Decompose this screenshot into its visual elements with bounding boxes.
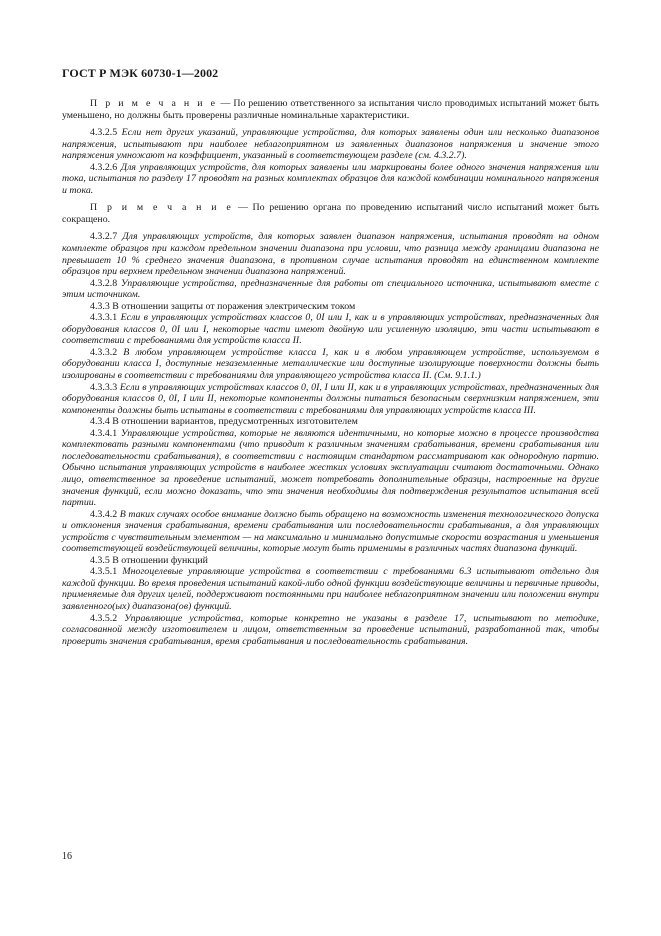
clause-text: Для управляющих устройств, для которых заявлены или маркированы более одного значения напряжения или тока, испытания по разделу 17 проводят на разных комплектах образцов для каждой комбинации номинального напряжения и тока. [62,161,599,196]
page-number: 16 [62,851,72,862]
clause-4-3-5 [62,555,599,567]
clause-number: 4.3.5 [90,554,110,566]
clause-number: 4.3.3 [90,300,110,312]
standard-header: ГОСТ Р МЭК 60730-1—2002 [62,66,219,80]
note-label: П р и м е ч а н и е [90,202,234,214]
clause-4-3-5-2 [62,613,599,648]
clause-number: 4.3.3.1 [90,312,118,324]
document-body [62,98,599,647]
clause-4-3-4-1 [62,428,599,509]
note-text: — По решению ответственного за испытания число проводимых испытаний может быть уменьшено, но должны быть проверены различные номинальные характеристики. [62,98,600,121]
clause-4-3-2-5 [62,127,599,162]
clause-4-3-4-2 [62,509,599,555]
clause-number: 4.3.3.3 [90,381,118,393]
note-paragraph [62,202,599,225]
clause-number: 4.3.2.7 [90,231,118,243]
clause-number: 4.3.5.1 [90,566,118,578]
clause-4-3-2-8 [62,278,599,301]
clause-number: 4.3.2.5 [90,127,118,139]
clause-text: Управляющие устройства, которые не являются идентичными, но которые можно в процессе производства комплектовать разными компонентами (что приводит к различным значениям срабатывания, времени срабатывания или последовательности срабатывания), в соответствии с настоящим стандартом рассматривают как однородную партию. Обычно испытания управляющих устройств в наиболее жестких условиях эксплуатации считают достаточными. Однако лицо, ответственное за проведение испытаний, может потребовать дополнительные образцы, настроенные на другие значения функций, если можно доказать, что эти значения необходимы для подтверждения результатов испытания всей партии. [62,427,599,509]
clause-text: Для управляющих устройств, для которых заявлен диапазон напряжения, испытания проводят на одном комплекте образцов при каждом предельном значении диапазона при условии, что разница между границами диапазона не превышает 10 % среднего значения диапазона, в противном случае испытания проводят на единственном комплекте образцов при верхнем предельном значении диапазона напряжений. [62,231,599,278]
clause-heading: В отношении функций [109,554,208,566]
clause-number: 4.3.4 [90,416,110,428]
clause-number: 4.3.3.2 [90,346,118,358]
clause-text: Если нет других указаний, управляющие устройства, для которых заявлены один или несколько диапазонов напряжения, испытывают при наиболее неблагоприятном из заявленных диапазонов напряжения и значение этого напряжения умножают на коэффициент, указанный в соответствующем разделе (см. 4.3.2.7). [62,127,599,162]
clause-4-3-2-7 [62,231,599,277]
clause-text: Управляющие устройства, которые конкретно не указаны в разделе 17, испытывают по методике, согласованной между изготовителем и лицом, ответственным за проведение испытаний, разработанной так, чтобы проверить значения срабатывания, время срабатывания и последовательность срабатывания. [62,612,599,647]
clause-number: 4.3.5.2 [90,612,118,624]
clause-heading: В отношении вариантов, предусмотренных изготовителем [109,416,358,428]
clause-number: 4.3.2.6 [90,161,118,173]
clause-heading: В отношении защиты от поражения электрическим током [109,300,356,312]
clause-4-3-3-1 [62,312,599,347]
clause-4-3-3 [62,301,599,313]
clause-4-3-3-3 [62,382,599,417]
clause-text: Управляющие устройства, предназначенные для работы от специального источника, испытывают вместе с этим источником. [62,277,599,301]
clause-number: 4.3.4.2 [90,508,118,520]
clause-text: Многоцелевые управляющие устройства в соответствии с требованиями 6.3 испытывают отдельно для каждой функции. Во время проведения испытаний какой-либо одной функции воздействующие величины и первичные приводы, применяемые для других целей, поддерживают постоянными при наиболее неблагоприятном значении или положении внутри заявленного(ых) диапазона(ов) функций. [62,566,599,612]
note-text: — По решению органа по проведению испытаний число испытаний может быть сокращено. [62,202,599,225]
clause-text: В таких случаях особое внимание должно быть обращено на возможность изменения технологического допуска и отклонения значения срабатывания, времени срабатывания или последовательности срабатывания, а для управляющих устройств с чувствительным элементом — на максимально и минимально допустимые скорости возрастания и уменьшения соответствующей воздействующей величины, которые могут быть применимы в различных частях диапазона функций. [62,508,599,555]
note-paragraph [62,98,599,121]
clause-4-3-4 [62,416,599,428]
clause-text: В любом управляющем устройстве класса I, как и в любом управляющем устройстве, используемом в оборудовании класса I, доступные незаземленные металлические или доступные изолирующие поверхности должны быть изолированы в соответствии с требованиями для управляющего устройства класса II. (См. 9.1.1.) [62,346,599,382]
clause-text: Если в управляющих устройствах классов 0, 0I или I, как и в управляющих устройствах, предназначенных для оборудования классов 0, 0I или I, некоторые части имеют двойную или усиленную изоляцию, эти части испытывают в соответствии с требованиями для устройств класса II. [62,312,599,347]
clause-text: Если в управляющих устройствах классов 0, 0I, I или II, как и в управляющих устройствах, предназначенных для оборудования классов 0, 0I, I или II, некоторые компоненты должны питаться безопасным сверхнизким напряжением, эти компоненты должны быть испытаны в соответствии с требованиями для управляющих устройств класса III. [62,381,599,416]
clause-number: 4.3.4.1 [90,427,118,439]
note-label: П р и м е ч а н и е [90,98,218,109]
clause-number: 4.3.2.8 [90,277,118,289]
clause-4-3-5-1 [62,566,599,612]
clause-4-3-3-2 [62,347,599,382]
clause-4-3-2-6 [62,162,599,197]
